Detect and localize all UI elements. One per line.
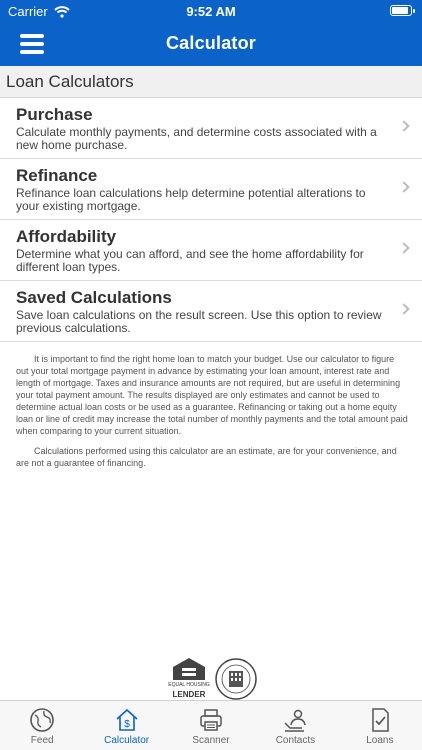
svg-text:$: $ [123,719,130,730]
list-item-saved-calculations[interactable] [0,281,422,342]
list-item-purchase[interactable] [0,98,422,159]
contacts-icon [282,707,308,733]
list-item-affordability[interactable] [0,220,422,281]
status-bar [0,0,422,24]
list-item-title: Saved Calculations [16,288,172,307]
tab-feed[interactable] [0,701,84,750]
list-item-title: Purchase [16,105,93,124]
eho-lender-text: LENDER [172,690,206,699]
equal-housing-lender-logo [168,657,210,701]
calculator-house-icon [114,707,140,733]
list-item-description: Determine what you can afford, and see the home affordability for different loan types. [16,247,364,274]
tab-contacts[interactable] [253,701,337,750]
checklist-icon [367,707,393,733]
tab-scanner[interactable] [169,701,253,750]
tab-loans[interactable] [338,701,422,750]
hud-seal-icon [214,657,258,701]
globe-icon [29,707,55,733]
app-header [0,0,422,66]
equal-housing-icon [172,657,206,681]
chevron-right-icon [398,303,409,314]
tab-bar [0,700,422,750]
page-title: Calculator [165,33,257,53]
printer-icon [198,707,224,733]
list-item-title: Refinance [16,166,98,185]
list-item-title: Affordability [16,227,117,246]
compliance-logos [168,657,260,701]
list-item-description: Save loan calculations on the result screen. Use this option to review previous calculations. [16,308,382,335]
tab-label: Calculator [104,735,150,746]
tab-label: Loans [366,735,394,746]
section-header: Loan Calculators [0,66,422,98]
tab-calculator[interactable] [84,701,168,750]
nav-bar [0,24,422,66]
list-item-description: Calculate monthly payments, and determine costs associated with a new home purchase. [16,125,377,152]
disclaimer [16,353,408,477]
chevron-right-icon [398,120,409,131]
chevron-right-icon [398,181,409,192]
list-item-refinance[interactable] [0,159,422,220]
status-time: 9:52 AM [186,4,236,19]
eho-text: EQUAL HOUSING [168,682,210,688]
carrier-label: Carrier [8,4,48,19]
tab-label: Contacts [275,735,316,746]
disclaimer-paragraph: Calculations performed using this calculator are an estimate, are for your convenience, and are not a guarantee of financing. [16,446,397,468]
list-item-description: Refinance loan calculations help determine potential alterations to your existing mortgage. [16,186,366,213]
tab-label: Feed [30,735,54,746]
chevron-right-icon [398,242,409,253]
calculator-list [0,98,422,342]
disclaimer-paragraph: It is important to find the right home loan to match your budget. Use our calculator to figure out your total mortgage payment in advance by estimating your loan amount, interest rate and length of mortgage. Taxes and insurance amounts are not required, but are useful in determining your total payment amount. The results displayed are only estimates and cannot be used to determine actual loan costs or be used as a guarantee. Refinancing or taking out a home equity loan or line of credit may increase the total number of monthly payments and the total amount paid when comparing to your current situation. [16,354,408,436]
battery-icon [390,5,412,16]
tab-label: Scanner [192,735,230,746]
